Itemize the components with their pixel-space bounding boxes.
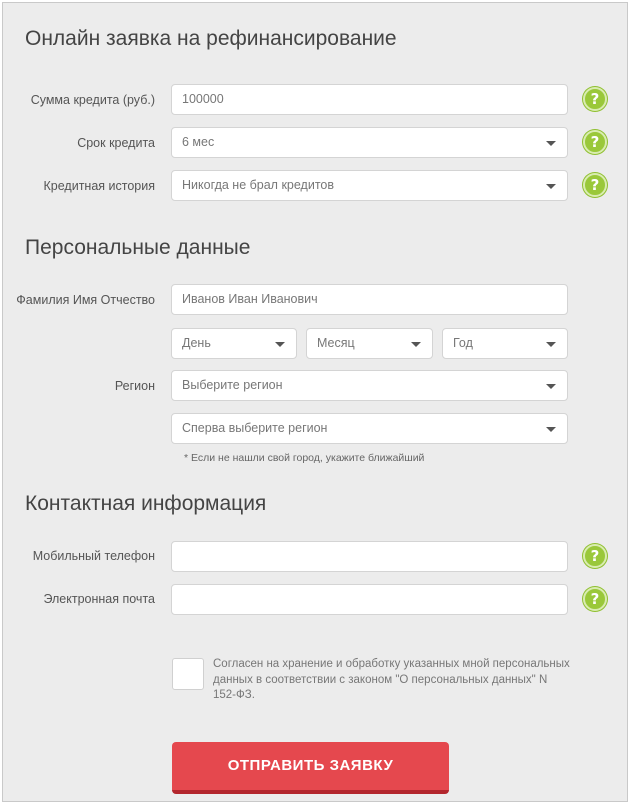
consent-checkbox[interactable] [172, 658, 204, 690]
consent-text: Согласен на хранение и обработку указанных мной персональных данных в соответствии с законом "О персональных данных" N 152-ФЗ. [213, 658, 570, 701]
loan-term-help-icon[interactable]: ? [583, 130, 607, 154]
full-name-input[interactable]: Иванов Иван Иванович [171, 284, 568, 315]
phone-input[interactable] [171, 541, 568, 572]
loan-term-label: Срок кредита [77, 136, 155, 150]
submit-application-button[interactable]: ОТПРАВИТЬ ЗАЯВКУ [172, 742, 449, 794]
birth-year-select[interactable]: Год [442, 328, 568, 359]
city-select[interactable]: Сперва выберите регион [171, 413, 568, 444]
phone-label: Мобильный телефон [32, 549, 155, 563]
credit-history-label: Кредитная история [43, 179, 155, 193]
email-help-icon[interactable]: ? [583, 587, 607, 611]
phone-help-icon[interactable]: ? [583, 544, 607, 568]
city-hint: * Если не нашли свой город, укажите ближайший [184, 452, 425, 464]
birth-month-select[interactable]: Месяц [306, 328, 433, 359]
contact-info-title: Контактная информация [25, 492, 267, 515]
email-label: Электронная почта [43, 592, 155, 606]
form-title: Онлайн заявка на рефинансирование [25, 27, 397, 50]
application-form [2, 2, 628, 802]
credit-history-select[interactable]: Никогда не брал кредитов [171, 170, 568, 201]
region-select[interactable]: Выберите регион [171, 370, 568, 401]
loan-amount-help-icon[interactable]: ? [583, 87, 607, 111]
loan-amount-label: Сумма кредита (руб.) [30, 93, 155, 107]
loan-term-select[interactable]: 6 мес [171, 127, 568, 158]
region-label: Регион [114, 379, 155, 393]
personal-data-title: Персональные данные [25, 236, 251, 259]
email-input[interactable] [171, 584, 568, 615]
loan-amount-input[interactable]: 100000 [171, 84, 568, 115]
credit-history-help-icon[interactable]: ? [583, 173, 607, 197]
full-name-label: Фамилия Имя Отчество [16, 293, 155, 307]
birth-day-select[interactable]: День [171, 328, 297, 359]
